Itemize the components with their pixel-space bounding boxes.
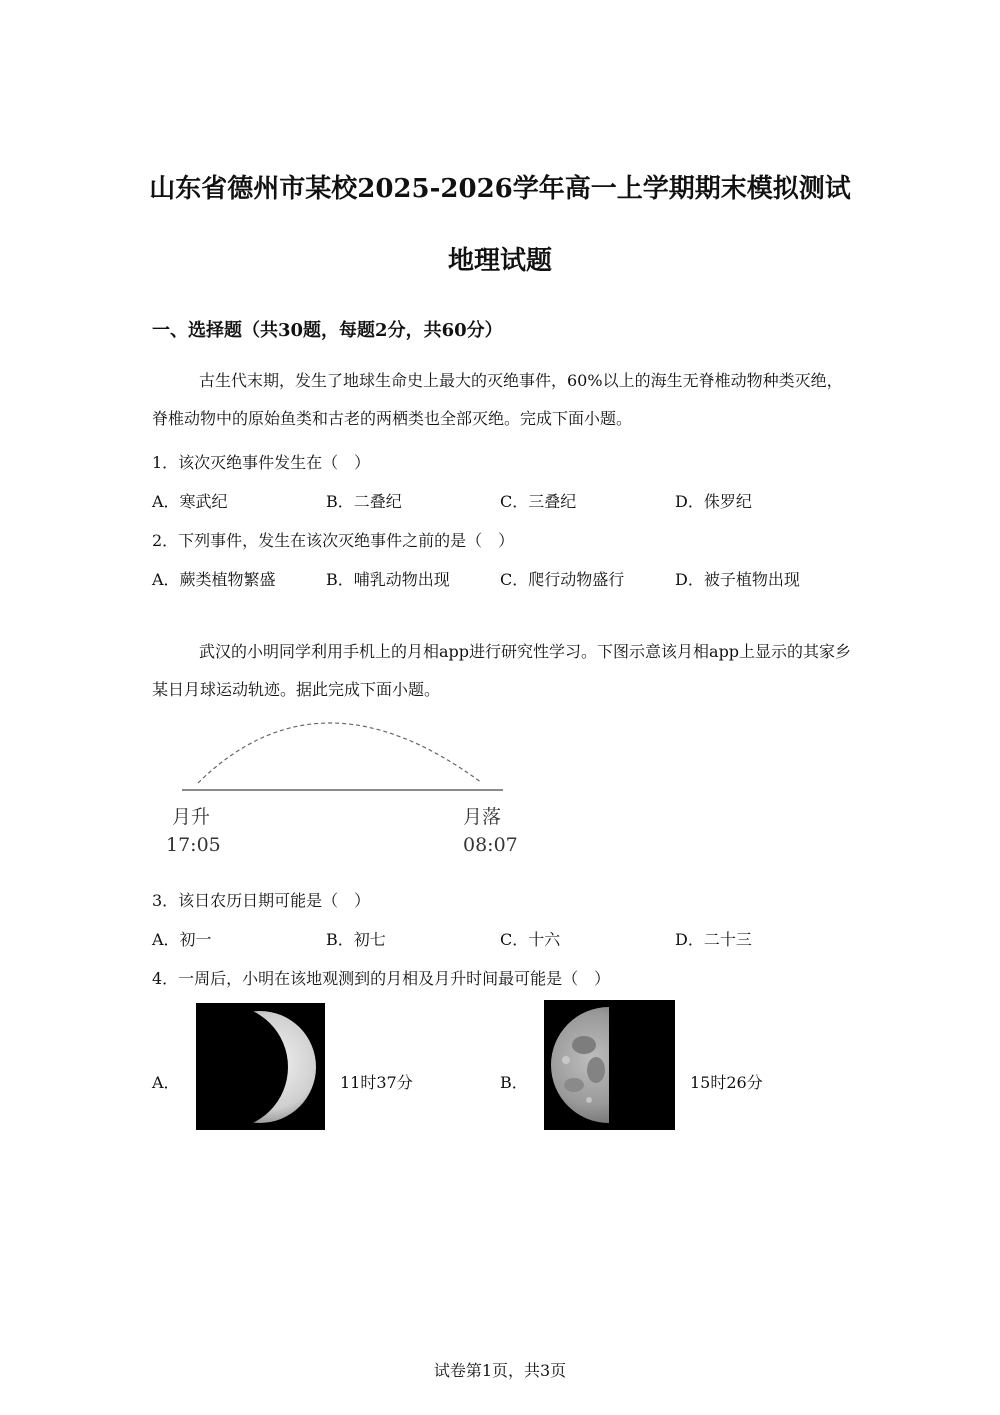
moonset-time: 08:07 xyxy=(463,834,518,856)
q3-option-b: B．初七 xyxy=(326,930,386,949)
q3-option-d: D．二十三 xyxy=(675,930,752,949)
exam-title-line2: 地理试题 xyxy=(447,246,552,276)
q1-option-b: B．二叠纪 xyxy=(326,492,402,511)
q2-option-b: B．哺乳动物出现 xyxy=(326,570,450,589)
q4-option-b-letter: B． xyxy=(500,1073,528,1092)
q1-option-c: C．三叠纪 xyxy=(500,492,577,511)
q1-option-a: A．寒武纪 xyxy=(152,492,228,511)
q2-option-c: C．爬行动物盛行 xyxy=(500,570,625,589)
q4-option-a-time: 11时37分 xyxy=(340,1073,413,1092)
question-4-stem: 4．一周后，小明在该地观测到的月相及月升时间最可能是（ ） xyxy=(152,969,611,988)
moonrise-time: 17:05 xyxy=(166,834,221,856)
passage-2: 武汉的小明同学利用手机上的月相app进行研究性学习。下图示意该月相app上显示的其家乡某日月球运动轨迹。据此完成下面小题。 xyxy=(152,642,852,699)
quarter-moon-icon xyxy=(544,1000,675,1130)
moonrise-label: 月升 xyxy=(172,806,211,828)
q2-option-d: D．被子植物出现 xyxy=(675,570,800,589)
section-heading: 一、选择题（共30题，每题2分，共60分） xyxy=(152,320,503,341)
q3-option-a: A．初一 xyxy=(152,930,212,949)
q3-option-c: C．十六 xyxy=(500,930,561,949)
question-2-stem: 2．下列事件，发生在该次灭绝事件之前的是（ ） xyxy=(152,531,515,550)
q2-option-a: A．蕨类植物繁盛 xyxy=(152,570,276,589)
exam-title-line1: 山东省德州市某校2025-2026学年高一上学期期末模拟测试 xyxy=(149,174,851,204)
moon-track-arc xyxy=(198,723,482,783)
q4-option-a-letter: A． xyxy=(152,1073,180,1092)
crescent-moon-icon xyxy=(196,1003,325,1130)
moonset-label: 月落 xyxy=(463,806,502,828)
passage-1: 古生代末期，发生了地球生命史上最大的灭绝事件，60%以上的海生无脊椎动物种类灭绝，脊椎动物中的原始鱼类和古老的两栖类也全部灭绝。完成下面小题。 xyxy=(152,371,843,428)
q4-option-b-time: 15时26分 xyxy=(690,1073,763,1092)
page-footer: 试卷第1页，共3页 xyxy=(433,1361,567,1380)
question-1-stem: 1．该次灭绝事件发生在（ ） xyxy=(152,453,371,472)
q1-option-d: D．侏罗纪 xyxy=(675,492,752,511)
question-3-stem: 3．该日农历日期可能是（ ） xyxy=(152,891,371,910)
